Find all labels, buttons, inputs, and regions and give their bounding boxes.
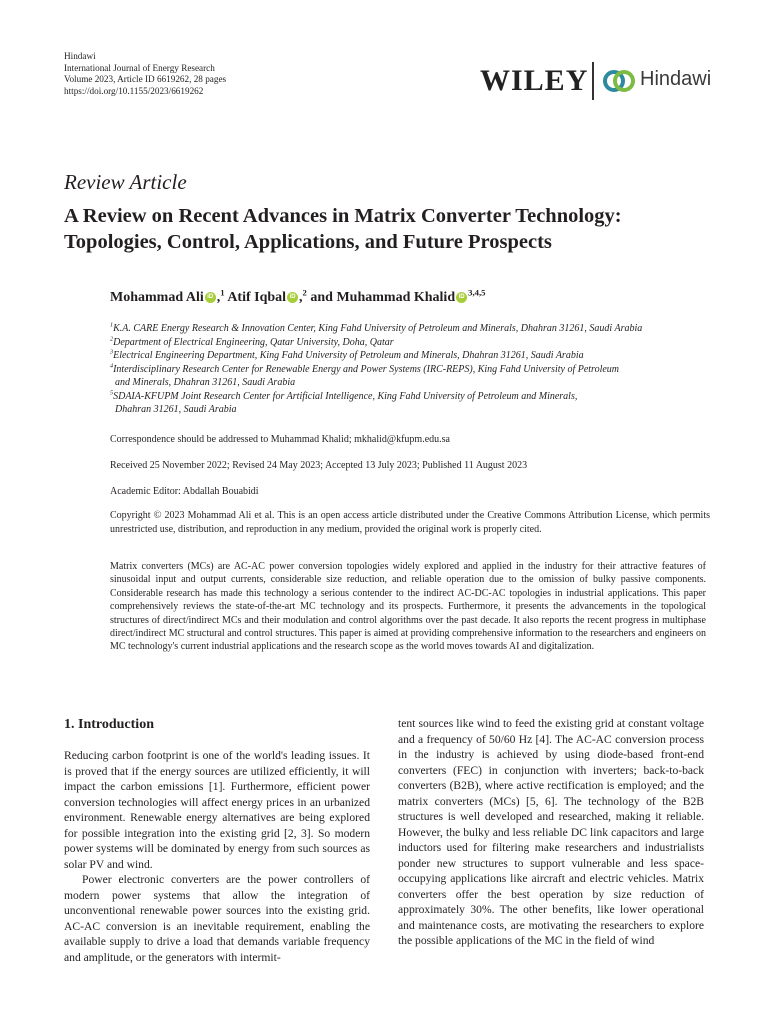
affiliation-sup: 3 [110, 348, 114, 356]
separator: , [216, 290, 221, 305]
affiliation-sup: 5 [110, 389, 114, 397]
affiliation-text: Interdisciplinary Research Center for Renewable Energy and Power Systems (IRC-REPS), King Fahd University of Petroleum [113, 363, 620, 375]
author-name[interactable]: Atif Iqbal [227, 290, 287, 305]
publisher-name: Hindawi [64, 51, 96, 61]
affiliation-sup: 2 [110, 335, 114, 343]
affiliation-item [110, 390, 710, 404]
affiliation-text: SDAIA-KFUPM Joint Research Center for Artificial Intelligence, King Fahd University of Petroleum and Minerals, [113, 390, 578, 402]
paragraph: tent sources like wind to feed the existing grid at constant voltage and a frequency of 50/60 Hz [4]. The AC-AC conversion process in the industry is achieved by using diode-based front-end converters (FEC) in conjunction with inverters; back-to-back converters (B2B), where active rectification is employed; and the matrix converters (MCs) [5, 6]. The technology of the B2B structures is well developed and researched, making it reliable. However, the bulky and less reliable DC link capacitors and large inductors used for filtering make researchers and industrialists ponder new structures to support vulnerable and less space-occupying applications like aircraft and electric vehicles. Matrix converters offer the best operation by size reduction of approximately 30%. The other benefits, like lower operational and maintenance costs, are motivating the researchers to explore the possible applications of the MC in the field of wind [398, 717, 704, 947]
affiliation-item [110, 322, 710, 336]
body-column-right [398, 716, 704, 949]
article-title: A Review on Recent Advances in Matrix Converter Technology: Topologies, Control, Applications, and Future Prospects [64, 205, 622, 253]
affiliation-continuation: Dhahran 31261, Saudi Arabia [115, 404, 237, 415]
correspondence: Correspondence should be addressed to Muhammad Khalid; mkhalid@kfupm.edu.sa [110, 434, 450, 445]
hindawi-logo-icon [602, 68, 636, 94]
affiliation-text: Electrical Engineering Department, King Fahd University of Petroleum and Minerals, Dhahran 31261, Saudi Arabia [113, 350, 584, 361]
copyright-notice: Copyright © 2023 Mohammad Ali et al. This is an open access article distributed under the Creative Commons Attribution License, which permits unrestricted use, distribution, and reproduction in any medium, provided the original work is properly cited. [110, 510, 710, 535]
journal-name: International Journal of Energy Research [64, 62, 215, 73]
author-affiliation-sup: 2 [302, 287, 307, 298]
author-affiliation-sup: 1 [220, 287, 225, 298]
and-joiner: and [310, 290, 333, 305]
paragraph: Reducing carbon footprint is one of the world's leading issues. It is proved that if the energy sources are utilized efficiently, it will impact the carbon emissions [1]. Furthermore, efficient power conversion technologies will affect energy prices in an urbanized environment. Renewable energy alternatives are being explored for possible integration into the existing grid [2, 3]. So modern power systems will be dominated by energy from such sources as solar PV and wind. [64, 749, 370, 871]
affiliation-sup: 1 [110, 321, 114, 329]
orcid-icon[interactable]: iD [456, 292, 467, 303]
wiley-logo: WILEY [480, 64, 589, 97]
affiliation-item [110, 363, 710, 377]
hindawi-wordmark: Hindawi [640, 68, 712, 90]
publication-dates: Received 25 November 2022; Revised 24 May 2023; Accepted 13 July 2023; Published 11 August 2023 [110, 460, 528, 471]
author-affiliation-sup: 3,4,5 [468, 287, 486, 298]
logo-divider [592, 62, 594, 100]
affiliation-text: Department of Electrical Engineering, Qatar University, Doha, Qatar [113, 336, 394, 348]
doi-link[interactable]: https://doi.org/10.1155/2023/6619262 [64, 85, 204, 96]
affiliation-text: K.A. CARE Energy Research & Innovation Center, King Fahd University of Petroleum and Minerals, Dhahran 31261, Saudi Arabia [113, 323, 643, 334]
author-name[interactable]: Mohammad Ali [110, 290, 204, 305]
article-type: Review Article [64, 170, 187, 194]
journal-header [64, 51, 226, 97]
separator: , [299, 290, 303, 305]
affiliation-continuation: and Minerals, Dhahran 31261, Saudi Arabia [115, 377, 296, 388]
affiliation-item [110, 336, 710, 350]
affiliation-item [110, 349, 710, 363]
academic-editor: Academic Editor: Abdallah Bouabidi [110, 486, 259, 497]
abstract: Matrix converters (MCs) are AC-AC power conversion topologies widely explored and applied in the industry for their attractive features of sinusoidal input and output currents, considerable size reduction, and reliable operation due to the omission of bulky passive components. Considerable research has made this technology a serious contender to the indirect AC-DC-AC topologies in industrial applications. This paper comprehensively reviews the state-of-the-art MC technology and its prospects. Furthermore, it presents the advancements in the topological structures of direct/indirect MCs and their modulation and control algorithms over the past decade. It also reports the recent progress in multiphase direct/indirect MC structural and control structures. This paper is aimed at providing comprehensive information to the researchers and engineers on MC technology's current industrial applications and the research scope as the world moves towards AI and digitalization. [110, 561, 706, 653]
paragraph: Power electronic converters are the power controllers of modern power systems that allow the integration of unconventional renewable power sources into the existing grid. AC-AC conversion is an inevitable requirement, enabling the available supply to drive a load that demands variable frequency and amplitude, or the generators with intermit- [64, 873, 370, 964]
volume-info: Volume 2023, Article ID 6619262, 28 pages [64, 74, 227, 85]
orcid-icon[interactable]: iD [287, 292, 298, 303]
author-name[interactable]: Muhammad Khalid [336, 290, 456, 305]
orcid-icon[interactable]: iD [205, 292, 216, 303]
affiliations [110, 322, 710, 417]
affiliation-sup: 4 [110, 362, 114, 370]
author-list [110, 287, 486, 306]
section-heading: 1. Introduction [64, 717, 154, 732]
body-column-left [64, 716, 370, 965]
publisher-logos [480, 62, 712, 102]
